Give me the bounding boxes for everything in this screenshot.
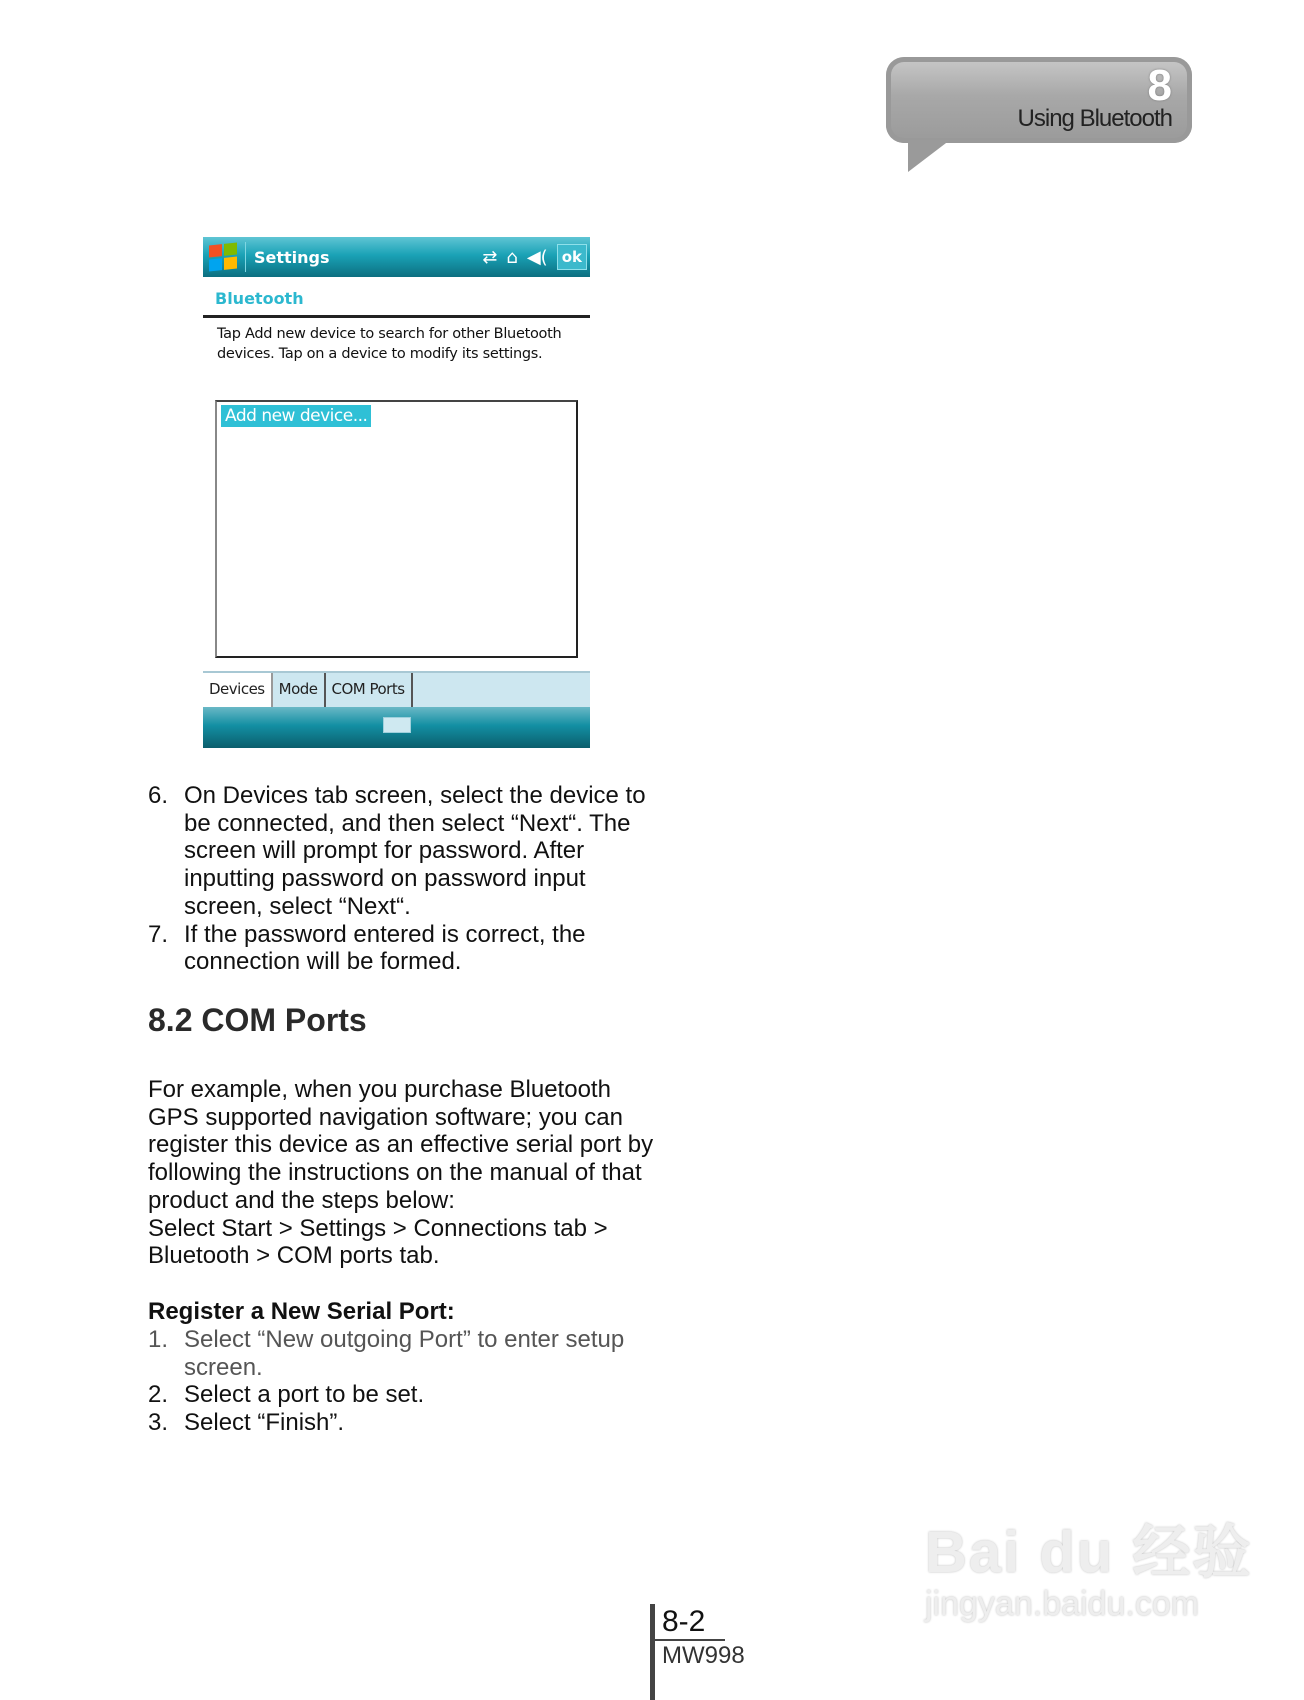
watermark-logo: Bai du 经验 (925, 1520, 1253, 1585)
list-text: If the password entered is correct, the connection will be formed. (184, 920, 586, 976)
list-item (148, 1409, 668, 1437)
signal-icon[interactable]: ⌂ (506, 246, 518, 268)
keyboard-icon[interactable] (383, 717, 411, 733)
device-screenshot (203, 237, 590, 748)
chapter-badge (886, 57, 1192, 143)
watermark-url: jingyan.baidu.com (925, 1585, 1200, 1623)
list-text: Select “Finish”. (184, 1409, 345, 1437)
list-text: On Devices tab screen, select the device to be connected, and then select “Next“. The screen will prompt for password. After inputting password on password input screen, select “Next“. (184, 782, 646, 920)
description: Tap Add new device to search for other Bluetooth devices. Tap on a device to modify its settings. (217, 326, 562, 362)
add-new-device-item[interactable]: Add new device... (221, 405, 371, 427)
app-title: Settings (254, 247, 330, 267)
footer-divider (655, 1639, 725, 1641)
separator (245, 242, 246, 272)
chapter-title: Using Bluetooth (1017, 105, 1172, 132)
tab-bar (203, 671, 590, 707)
list-item (148, 782, 668, 921)
tab-com-ports[interactable]: COM Ports (326, 673, 413, 707)
tab-mode[interactable]: Mode (273, 673, 326, 707)
list-item (148, 921, 668, 976)
device-list[interactable] (215, 400, 578, 658)
tab-devices[interactable]: Devices (203, 673, 273, 707)
navigation-path: Select Start > Settings > Connections tab > Bluetooth > COM ports tab. (148, 1214, 608, 1270)
baidu-watermark (925, 1505, 1252, 1624)
intro-paragraph (148, 1076, 658, 1270)
page-number: 8-2 (662, 1605, 706, 1638)
list-text: Select “New outgoing Port” to enter setup screen. (184, 1326, 625, 1381)
ok-button[interactable]: ok (557, 244, 587, 270)
list-number: 3. (148, 1409, 169, 1437)
list-number: 1. (148, 1326, 169, 1353)
menu-bar (203, 707, 590, 748)
section-heading: 8.2 COM Ports (148, 1002, 367, 1038)
list-number: 2. (148, 1381, 169, 1409)
paragraph-text: For example, when you purchase Bluetooth GPS supported navigation software; you can register this device as an effective serial port by following the instructions on the manual of that product and the steps below: (148, 1076, 654, 1214)
model-name: MW998 (662, 1642, 745, 1669)
list-text: Select a port to be set. (184, 1381, 425, 1409)
badge-tail (908, 140, 950, 172)
list-number: 6. (148, 782, 169, 809)
list-item (148, 1381, 668, 1409)
list-item (148, 1326, 668, 1381)
section-title: Bluetooth (203, 279, 590, 318)
connectivity-icon[interactable]: ⇄ (482, 246, 498, 268)
chapter-number: 8 (1147, 61, 1172, 110)
volume-icon[interactable]: ◀( (526, 246, 548, 268)
list-number: 7. (148, 920, 169, 948)
footer-bar (650, 1604, 655, 1700)
steps-list-b (148, 1326, 668, 1437)
steps-list-a (148, 782, 668, 976)
register-heading: Register a New Serial Port: (148, 1298, 455, 1325)
windows-start-icon[interactable] (209, 243, 237, 272)
title-bar (203, 237, 590, 277)
